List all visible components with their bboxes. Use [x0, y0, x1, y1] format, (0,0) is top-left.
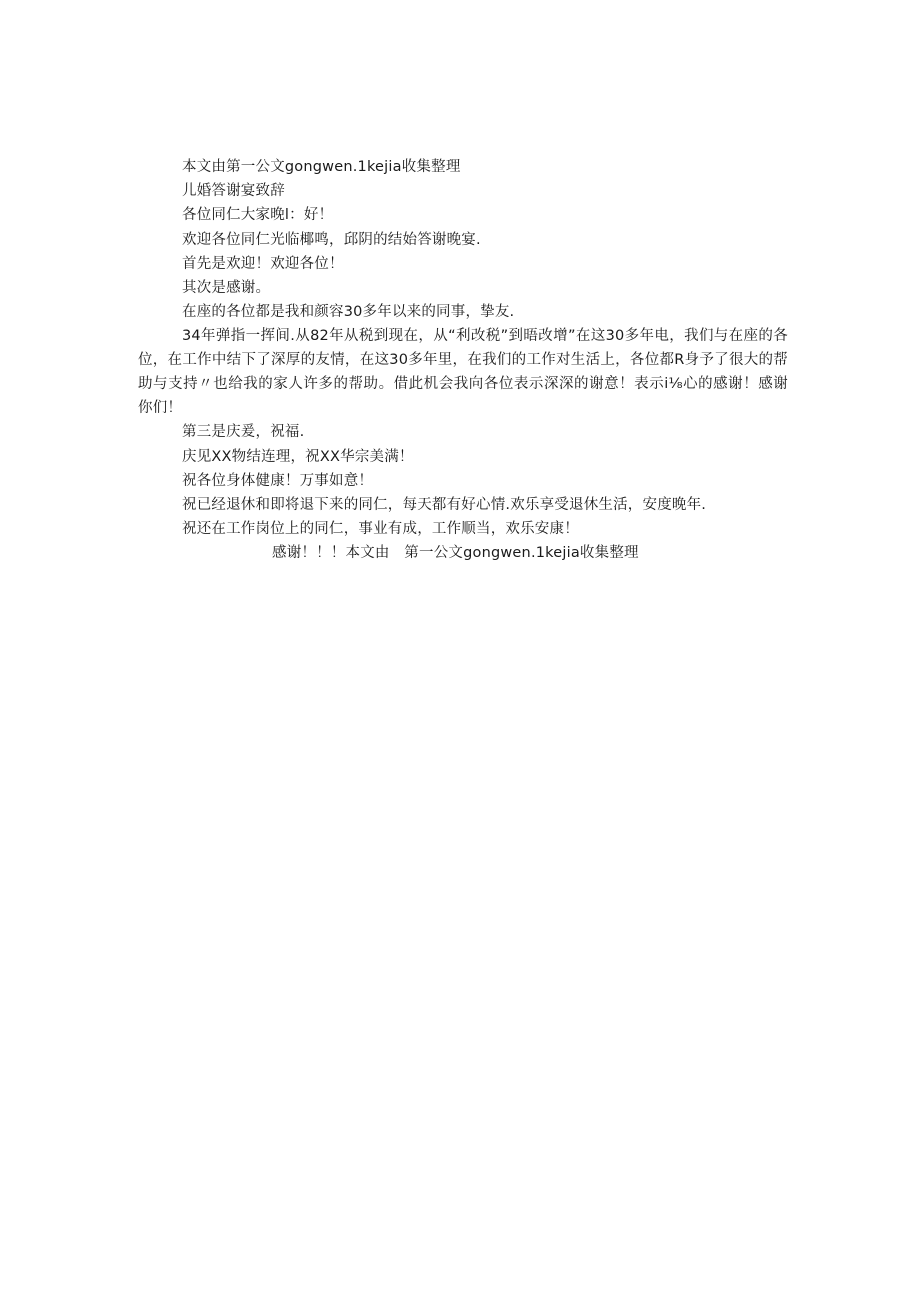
retiree-blessing-line: 祝已经退休和即将退下来的同仁，每天都有好心情.欢乐享受退休生活，安度晚年.: [182, 497, 707, 514]
header-note: 本文由第一公文gongwen.1kejia收集整理: [182, 159, 461, 175]
document-body: [138, 155, 788, 566]
working-colleagues-blessing-line: 祝还在工作岗位上的同仁，事业有成，工作顺当，欢乐安康！: [182, 521, 579, 538]
thanks-heading-line: 其次是感谢。: [182, 280, 271, 297]
welcome-repeat-line: 首先是欢迎！欢迎各位！: [182, 255, 344, 272]
marriage-blessing-line: 庆见XX物结连理，祝XX华宗美满！: [182, 448, 414, 465]
colleagues-line: 在座的各位都是我和颜容30多年以来的同事，挚友.: [182, 304, 515, 321]
blessing-heading-line: 第三是庆爰，祝福.: [182, 424, 305, 441]
main-paragraph: 34年弹指一挥间.从82年从税到现在，从“利改税”到晤改增”在这30多年电，我们与在座的各位，在工作中结下了深厚的友情，在这30多年里，在我们的工作对生活上，各位都R身予了很大的帮助与支持〃也给我的家人许多的帮助。借此机会我向各位表示深深的谢意！表示i⅛心的感谢！感谢你们！: [138, 328, 788, 417]
closing-line: 感谢！！！本文由 第一公文gongwen.1kejia收集整理: [272, 545, 639, 562]
welcome-line: 欢迎各位同仁光临椰鸣，邱阴的结始答谢晚宴.: [182, 231, 481, 248]
health-blessing-line: 祝各位身体健康！万事如意！: [182, 472, 374, 489]
greeting-line: 各位同仁大家晚l：好！: [182, 207, 334, 224]
document-title: 儿婚答谢宴致辞: [182, 183, 285, 200]
